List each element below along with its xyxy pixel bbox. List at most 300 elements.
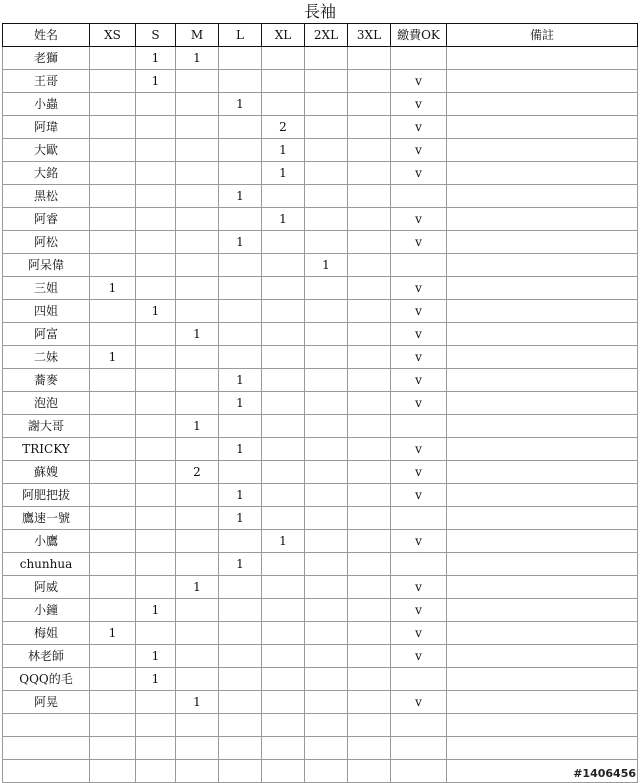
cell-2xl <box>305 70 348 93</box>
cell-s <box>136 277 176 300</box>
cell-paid <box>391 714 447 737</box>
cell-name: 二妹 <box>3 346 90 369</box>
cell-3xl <box>348 691 391 714</box>
cell-m <box>176 392 219 415</box>
cell-xl <box>262 645 305 668</box>
table-row <box>3 737 638 760</box>
cell-xl <box>262 507 305 530</box>
watermark: #1406456 <box>573 767 636 780</box>
cell-s <box>136 461 176 484</box>
cell-xl <box>262 760 305 783</box>
column-header-2xl: 2XL <box>305 24 348 47</box>
cell-xl <box>262 70 305 93</box>
cell-2xl <box>305 668 348 691</box>
cell-3xl <box>348 645 391 668</box>
cell-paid <box>391 760 447 783</box>
cell-note <box>447 668 638 691</box>
cell-name: 大銘 <box>3 162 90 185</box>
cell-2xl <box>305 530 348 553</box>
cell-xl: 1 <box>262 162 305 185</box>
cell-m <box>176 162 219 185</box>
cell-note <box>447 116 638 139</box>
cell-paid: v <box>391 208 447 231</box>
cell-m <box>176 300 219 323</box>
cell-name: 梅姐 <box>3 622 90 645</box>
cell-2xl <box>305 208 348 231</box>
cell-xl <box>262 254 305 277</box>
cell-2xl <box>305 691 348 714</box>
cell-note <box>447 415 638 438</box>
cell-xs <box>90 116 136 139</box>
cell-l: 1 <box>219 93 262 116</box>
cell-s <box>136 254 176 277</box>
cell-xs <box>90 576 136 599</box>
table-row <box>3 254 638 277</box>
table-row <box>3 277 638 300</box>
cell-name: TRICKY <box>3 438 90 461</box>
cell-l <box>219 691 262 714</box>
cell-s <box>136 346 176 369</box>
cell-s: 1 <box>136 645 176 668</box>
cell-2xl <box>305 484 348 507</box>
cell-xs: 1 <box>90 622 136 645</box>
cell-note <box>447 231 638 254</box>
cell-s <box>136 576 176 599</box>
cell-note <box>447 507 638 530</box>
cell-xl <box>262 392 305 415</box>
cell-name: chunhua <box>3 553 90 576</box>
cell-3xl <box>348 47 391 70</box>
cell-l <box>219 346 262 369</box>
cell-name: 林老師 <box>3 645 90 668</box>
cell-name: 黑松 <box>3 185 90 208</box>
cell-l: 1 <box>219 484 262 507</box>
cell-name <box>3 737 90 760</box>
cell-xl: 1 <box>262 208 305 231</box>
cell-s <box>136 714 176 737</box>
cell-name: 鷹速一號 <box>3 507 90 530</box>
cell-l <box>219 599 262 622</box>
cell-3xl <box>348 185 391 208</box>
cell-xs <box>90 415 136 438</box>
cell-xs <box>90 139 136 162</box>
cell-l <box>219 530 262 553</box>
cell-xs <box>90 461 136 484</box>
table-row <box>3 185 638 208</box>
cell-s <box>136 116 176 139</box>
cell-xs <box>90 645 136 668</box>
cell-note <box>447 484 638 507</box>
cell-3xl <box>348 93 391 116</box>
cell-paid: v <box>391 691 447 714</box>
cell-note <box>447 576 638 599</box>
cell-name: 老獅 <box>3 47 90 70</box>
cell-xl <box>262 93 305 116</box>
cell-xl: 1 <box>262 139 305 162</box>
cell-note <box>447 185 638 208</box>
table-row <box>3 599 638 622</box>
cell-m: 1 <box>176 415 219 438</box>
cell-l <box>219 714 262 737</box>
cell-l: 1 <box>219 185 262 208</box>
column-header-xs: XS <box>90 24 136 47</box>
cell-2xl <box>305 737 348 760</box>
cell-paid: v <box>391 70 447 93</box>
cell-m <box>176 737 219 760</box>
cell-l <box>219 645 262 668</box>
cell-2xl <box>305 415 348 438</box>
cell-name: 小鷹 <box>3 530 90 553</box>
cell-name: 阿睿 <box>3 208 90 231</box>
cell-name <box>3 760 90 783</box>
cell-m <box>176 599 219 622</box>
cell-3xl <box>348 553 391 576</box>
cell-xs <box>90 737 136 760</box>
cell-paid: v <box>391 369 447 392</box>
cell-2xl <box>305 438 348 461</box>
cell-s <box>136 415 176 438</box>
cell-paid: v <box>391 645 447 668</box>
cell-xs <box>90 599 136 622</box>
cell-note <box>447 737 638 760</box>
cell-paid: v <box>391 622 447 645</box>
cell-paid: v <box>391 484 447 507</box>
cell-m <box>176 277 219 300</box>
table-row <box>3 116 638 139</box>
cell-s <box>136 185 176 208</box>
cell-xl <box>262 553 305 576</box>
cell-xs <box>90 714 136 737</box>
cell-m <box>176 231 219 254</box>
cell-xs <box>90 530 136 553</box>
cell-xl <box>262 369 305 392</box>
cell-name: 阿呆偉 <box>3 254 90 277</box>
cell-m: 1 <box>176 323 219 346</box>
cell-l <box>219 208 262 231</box>
cell-name: 謝大哥 <box>3 415 90 438</box>
cell-s: 1 <box>136 70 176 93</box>
cell-note <box>447 139 638 162</box>
cell-xs: 1 <box>90 277 136 300</box>
cell-note <box>447 530 638 553</box>
cell-paid: v <box>391 231 447 254</box>
column-header-xl: XL <box>262 24 305 47</box>
cell-xl <box>262 691 305 714</box>
cell-xl <box>262 323 305 346</box>
table-row <box>3 47 638 70</box>
cell-paid: v <box>391 323 447 346</box>
cell-3xl <box>348 346 391 369</box>
cell-l <box>219 737 262 760</box>
cell-3xl <box>348 392 391 415</box>
cell-l: 1 <box>219 553 262 576</box>
cell-3xl <box>348 668 391 691</box>
cell-l <box>219 668 262 691</box>
cell-2xl <box>305 231 348 254</box>
cell-note <box>447 714 638 737</box>
table-row <box>3 553 638 576</box>
cell-name: 阿威 <box>3 576 90 599</box>
cell-name: 大歐 <box>3 139 90 162</box>
column-header-name: 姓名 <box>3 24 90 47</box>
cell-2xl <box>305 369 348 392</box>
cell-s <box>136 760 176 783</box>
cell-2xl <box>305 760 348 783</box>
cell-l <box>219 576 262 599</box>
cell-l <box>219 162 262 185</box>
cell-2xl <box>305 507 348 530</box>
cell-3xl <box>348 461 391 484</box>
cell-m <box>176 369 219 392</box>
cell-note <box>447 691 638 714</box>
table-row <box>3 231 638 254</box>
cell-paid: v <box>391 300 447 323</box>
table-row <box>3 369 638 392</box>
cell-paid: v <box>391 162 447 185</box>
cell-name: 小鐘 <box>3 599 90 622</box>
cell-s <box>136 622 176 645</box>
cell-s: 1 <box>136 599 176 622</box>
cell-s <box>136 484 176 507</box>
cell-m <box>176 714 219 737</box>
cell-s <box>136 553 176 576</box>
cell-2xl <box>305 346 348 369</box>
cell-3xl <box>348 300 391 323</box>
cell-xl: 1 <box>262 530 305 553</box>
cell-3xl <box>348 162 391 185</box>
cell-paid <box>391 553 447 576</box>
cell-s: 1 <box>136 300 176 323</box>
cell-s <box>136 162 176 185</box>
cell-3xl <box>348 415 391 438</box>
cell-xl <box>262 668 305 691</box>
cell-2xl <box>305 277 348 300</box>
cell-paid: v <box>391 530 447 553</box>
table-row <box>3 530 638 553</box>
sheet-title: 長袖 <box>303 2 336 21</box>
cell-note <box>447 392 638 415</box>
cell-m <box>176 645 219 668</box>
cell-s <box>136 231 176 254</box>
cell-l <box>219 760 262 783</box>
cell-3xl <box>348 599 391 622</box>
cell-3xl <box>348 369 391 392</box>
cell-s <box>136 438 176 461</box>
cell-m: 1 <box>176 691 219 714</box>
cell-paid: v <box>391 93 447 116</box>
cell-xs <box>90 93 136 116</box>
cell-l <box>219 300 262 323</box>
order-table <box>2 23 638 783</box>
cell-m <box>176 668 219 691</box>
cell-l <box>219 70 262 93</box>
cell-note <box>447 208 638 231</box>
cell-note <box>447 162 638 185</box>
cell-3xl <box>348 714 391 737</box>
table-row <box>3 760 638 783</box>
cell-note <box>447 346 638 369</box>
cell-note <box>447 300 638 323</box>
cell-name: 王哥 <box>3 70 90 93</box>
cell-name: 阿瑋 <box>3 116 90 139</box>
cell-paid: v <box>391 599 447 622</box>
cell-2xl <box>305 645 348 668</box>
cell-2xl <box>305 47 348 70</box>
cell-3xl <box>348 622 391 645</box>
cell-2xl <box>305 185 348 208</box>
cell-2xl <box>305 714 348 737</box>
cell-xl <box>262 185 305 208</box>
cell-s <box>136 93 176 116</box>
table-row <box>3 668 638 691</box>
cell-2xl <box>305 576 348 599</box>
cell-xs: 1 <box>90 346 136 369</box>
cell-m <box>176 553 219 576</box>
cell-m <box>176 208 219 231</box>
cell-s <box>136 507 176 530</box>
cell-2xl <box>305 93 348 116</box>
cell-paid <box>391 737 447 760</box>
column-header-paid: 繳費OK <box>391 24 447 47</box>
cell-name: 阿晃 <box>3 691 90 714</box>
cell-s <box>136 392 176 415</box>
cell-xl <box>262 461 305 484</box>
cell-xs <box>90 231 136 254</box>
cell-xl <box>262 484 305 507</box>
cell-note <box>447 93 638 116</box>
cell-3xl <box>348 507 391 530</box>
cell-xs <box>90 185 136 208</box>
cell-xs <box>90 369 136 392</box>
cell-xs <box>90 254 136 277</box>
cell-l <box>219 461 262 484</box>
cell-paid: v <box>391 438 447 461</box>
table-row <box>3 415 638 438</box>
cell-2xl <box>305 622 348 645</box>
cell-2xl <box>305 162 348 185</box>
cell-xs <box>90 323 136 346</box>
cell-s <box>136 323 176 346</box>
cell-name: 三姐 <box>3 277 90 300</box>
cell-paid: v <box>391 116 447 139</box>
cell-2xl <box>305 461 348 484</box>
cell-xl <box>262 277 305 300</box>
cell-xl <box>262 415 305 438</box>
cell-xl: 2 <box>262 116 305 139</box>
cell-xl <box>262 438 305 461</box>
cell-s <box>136 139 176 162</box>
table-row <box>3 70 638 93</box>
cell-paid <box>391 254 447 277</box>
cell-note <box>447 461 638 484</box>
cell-note <box>447 622 638 645</box>
cell-l: 1 <box>219 392 262 415</box>
cell-m <box>176 139 219 162</box>
cell-s <box>136 369 176 392</box>
cell-xl <box>262 346 305 369</box>
table-row <box>3 300 638 323</box>
cell-s: 1 <box>136 668 176 691</box>
table-row <box>3 139 638 162</box>
cell-note <box>447 553 638 576</box>
table-row <box>3 323 638 346</box>
cell-note <box>447 599 638 622</box>
cell-name: 泡泡 <box>3 392 90 415</box>
table-row <box>3 714 638 737</box>
cell-s <box>136 530 176 553</box>
table-row <box>3 208 638 231</box>
cell-m <box>176 346 219 369</box>
cell-note <box>447 70 638 93</box>
cell-3xl <box>348 576 391 599</box>
cell-name: 阿松 <box>3 231 90 254</box>
cell-m <box>176 116 219 139</box>
cell-3xl <box>348 323 391 346</box>
cell-m <box>176 254 219 277</box>
cell-l <box>219 116 262 139</box>
cell-paid <box>391 415 447 438</box>
cell-m <box>176 484 219 507</box>
table-row <box>3 645 638 668</box>
cell-xl <box>262 576 305 599</box>
cell-xl <box>262 714 305 737</box>
cell-3xl <box>348 760 391 783</box>
cell-m <box>176 530 219 553</box>
cell-xs <box>90 162 136 185</box>
cell-xs <box>90 760 136 783</box>
table-row <box>3 438 638 461</box>
cell-m: 1 <box>176 47 219 70</box>
cell-paid: v <box>391 277 447 300</box>
column-header-l: L <box>219 24 262 47</box>
cell-xs <box>90 300 136 323</box>
cell-2xl <box>305 553 348 576</box>
cell-m: 2 <box>176 461 219 484</box>
cell-paid <box>391 507 447 530</box>
cell-m <box>176 438 219 461</box>
cell-l <box>219 323 262 346</box>
cell-m <box>176 622 219 645</box>
cell-name <box>3 714 90 737</box>
cell-xs <box>90 438 136 461</box>
cell-2xl <box>305 323 348 346</box>
cell-l <box>219 622 262 645</box>
cell-name: 蕎麥 <box>3 369 90 392</box>
cell-xs <box>90 668 136 691</box>
cell-s: 1 <box>136 47 176 70</box>
cell-3xl <box>348 484 391 507</box>
cell-xs <box>90 392 136 415</box>
cell-xs <box>90 691 136 714</box>
cell-m <box>176 70 219 93</box>
cell-3xl <box>348 231 391 254</box>
table-row <box>3 162 638 185</box>
cell-l <box>219 254 262 277</box>
cell-l <box>219 415 262 438</box>
cell-name: 四姐 <box>3 300 90 323</box>
table-row <box>3 461 638 484</box>
cell-paid <box>391 668 447 691</box>
cell-note <box>447 47 638 70</box>
cell-note <box>447 645 638 668</box>
cell-xs <box>90 70 136 93</box>
table-row <box>3 691 638 714</box>
cell-note <box>447 277 638 300</box>
cell-xs <box>90 484 136 507</box>
cell-l <box>219 47 262 70</box>
cell-3xl <box>348 208 391 231</box>
cell-xl <box>262 231 305 254</box>
